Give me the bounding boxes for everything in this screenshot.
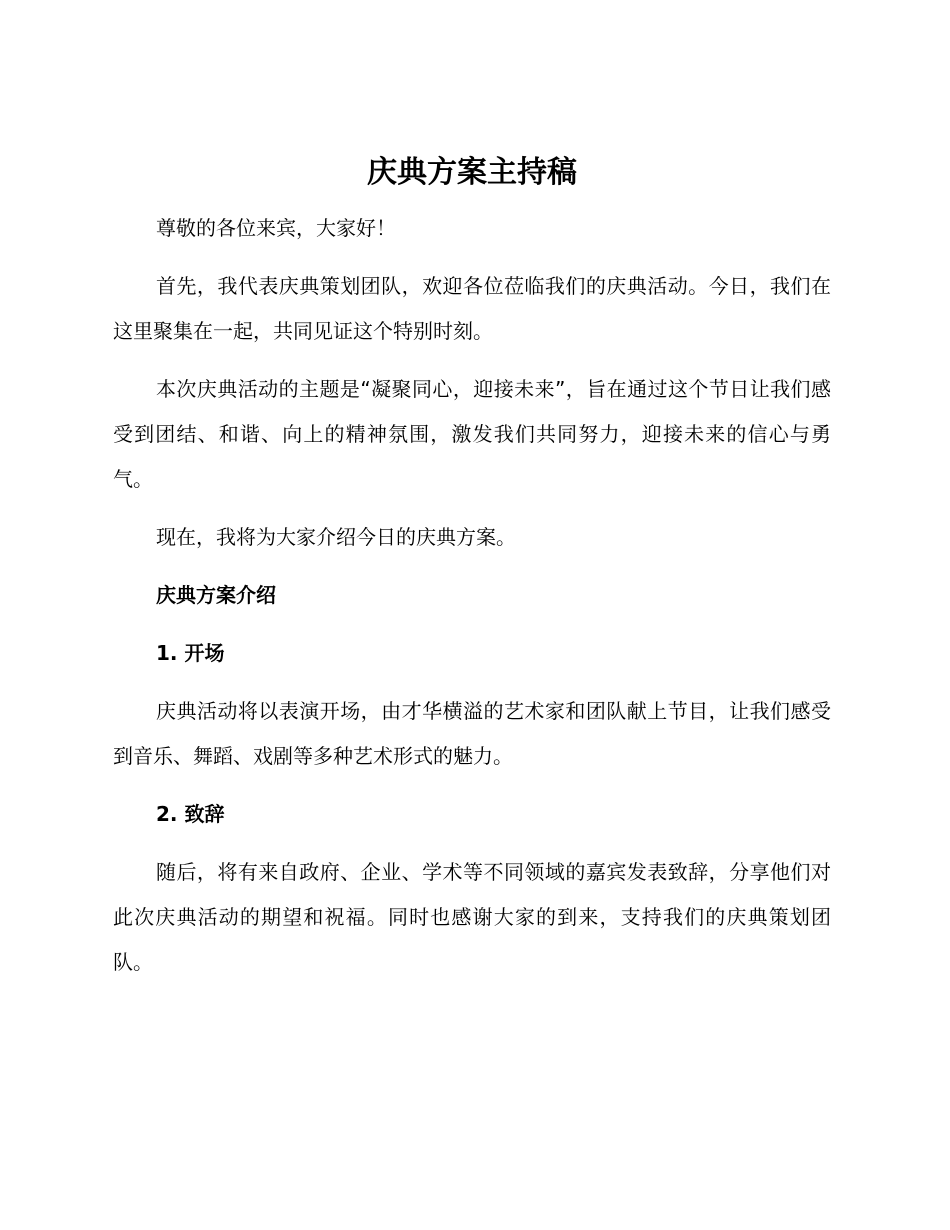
transition-paragraph: 现在，我将为大家介绍今日的庆典方案。 [156, 525, 516, 549]
document-title: 庆典方案主持稿 [367, 155, 577, 190]
item2-paragraph: 随后，将有来自政府、企业、学术等不同领域的嘉宾发表致辞，分享他们对此次庆典活动的期望和祝福。同时也感谢大家的到来，支持我们的庆典策划团队。 [113, 860, 831, 974]
document-body [113, 150, 831, 998]
greeting-paragraph: 尊敬的各位来宾，大家好！ [156, 216, 396, 240]
theme-paragraph: 本次庆典活动的主题是“凝聚同心，迎接未来”，旨在通过这个节日让我们感受到团结、和谐、向上的精神氛围，激发我们共同努力，迎接未来的信心与勇气。 [113, 377, 831, 491]
item1-heading: 1. 开场 [156, 641, 225, 665]
item1-paragraph: 庆典活动将以表演开场，由才华横溢的艺术家和团队献上节目，让我们感受到音乐、舞蹈、戏剧等多种艺术形式的魅力。 [113, 699, 831, 768]
intro-paragraph: 首先，我代表庆典策划团队，欢迎各位莅临我们的庆典活动。今日，我们在这里聚集在一起，共同见证这个特别时刻。 [113, 274, 831, 343]
section-heading: 庆典方案介绍 [156, 583, 276, 607]
item2-heading: 2. 致辞 [156, 802, 225, 826]
